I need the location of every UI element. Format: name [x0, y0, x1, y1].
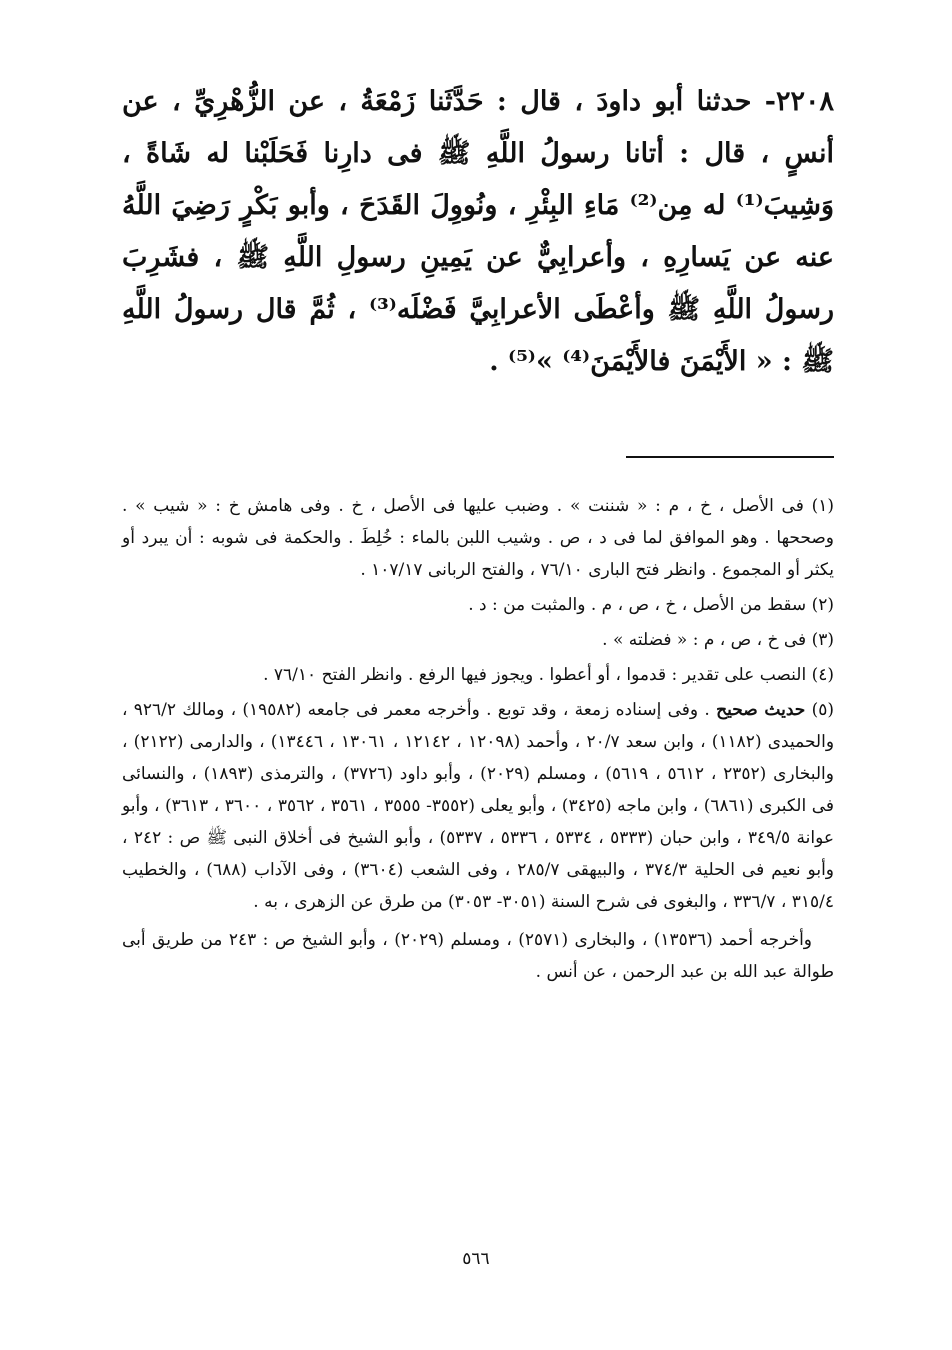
footnote-5-text: . وفى إسناده زمعة ، وقد توبع . وأخرجه معمر فى جامعه (١٩٥٨٢) ، ومالك ٩٢٦/٢ ، والحميدى (١١٨٢) ، وابن سعد ٢٠/٧ ، وأحمد (١٢٠٩٨ ، ١٢١٤٢ ، ١٣٠٦١ ، ١٣٤٤٦) ، والدارمى (٢١٢٢) ، والبخارى (٢٣٥٢ ، ٥٦١٢ ، ٥٦١٩) ، ومسلم (٢٠٢٩) ، وأبو داود (٣٧٢٦) ، والترمذى (١٨٩٣) ، والنسائى فى الكبرى (٦٨٦١) ، وابن ماجه (٣٤٢٥) ، وأبو يعلى (٣٥٥٢- ٣٥٥٥ ، ٣٥٦١ ، ٣٥٦٢ ، ٣٦٠٠ ، ٣٦١٣) ، وأبو عوانة ٣٤٩/٥ ، وابن حبان (٥٣٣٣ ، ٥٣٣٤ ، ٥٣٣٦ ، ٥٣٣٧) ، وأبو الشيخ فى أخلاق النبى ﷺ ص : ٢٤٢ ، وأبو نعيم فى الحلية ٣٧٤/٣ ، والبيهقى ٢٨٥/٧ ، وفى الشعب (٣٦٠٤) ، وفى الآداب (٦٨٨) ، والخطيب ٣١٥/٤ ، ٣٣٦/٧ ، والبغوى فى شرح السنة (٣٠٥١- ٣٠٥٣) من طرق عن الزهرى ، به . — [122, 700, 835, 912]
footnote-5-grade: حديث صحيح — [716, 700, 806, 720]
footnote-1: (١) فى الأصل ، خ ، م : « شننت » . وضبب عليها فى الأصل ، خ . وفى هامش خ : « شيب » . وصححها . وهو الموافق لما فى د ، ص . وشيب اللبن بالماء : خُلِطَ . والحكمة فى شوبه : أن يبرد أو يكثر أو المجموع . وانظر فتح البارى ٧٦/١٠ ، والفتح الربانى ١٠٧/١٧ . — [122, 496, 834, 580]
footnotes — [122, 490, 834, 991]
hadith-text — [122, 76, 834, 388]
page-number: ٥٦٦ — [462, 1249, 490, 1269]
footnote-3: (٣) فى خ ، ص ، م : « فضلته » . — [602, 630, 834, 650]
footnote-divider — [626, 456, 834, 458]
footnote-continuation: وأخرجه أحمد (١٣٥٣٦) ، والبخارى (٢٥٧١) ، ومسلم (٢٠٢٩) ، وأبو الشيخ ص : ٢٤٣ من طريق أبى طوالة عبد الله بن عبد الرحمن ، عن أنس . — [122, 930, 834, 982]
footnote-4: (٤) النصب على تقدير : قدموا ، أو أعطوا . ويجوز فيها الرفع . وانظر الفتح ٧٦/١٠ . — [263, 665, 834, 685]
footnote-5 — [122, 694, 834, 918]
hadith-body: حدثنا أبو داودَ ، قال : حَدَّثَنا زَمْعَةُ ، عن الزُّهْرِيِّ ، عن أنسٍ ، قال : أتانا رسولُ اللَّهِ ﷺ فى دارِنا فَحَلَبْنا له شَاةً ، وَشِيبَ⁽¹⁾ له مِن⁽²⁾ مَاءِ البِئْرِ ، ونُووِلَ القَدَحَ ، وأبو بَكْرٍ رَضِيَ اللَّهُ عنه عن يَسارِهِ ، وأعرابِيٌّ عن يَمِينِ رسولِ اللَّهِ ﷺ ، فشَرِبَ رسولُ اللَّهِ ﷺ وأعْطَى الأعرابِيَّ فَضْلَه⁽³⁾ ، ثُمَّ قال رسولُ اللَّهِ ﷺ : « الأَيْمَنَ فالأَيْمَنَ⁽⁴⁾ »⁽⁵⁾ . — [122, 86, 835, 377]
hadith-number: ٢٢٠٨- — [764, 86, 834, 117]
footnote-2: (٢) سقط من الأصل ، خ ، ص ، م . والمثبت من : د . — [468, 595, 834, 615]
footnote-5-marker: (٥) — [811, 700, 835, 720]
